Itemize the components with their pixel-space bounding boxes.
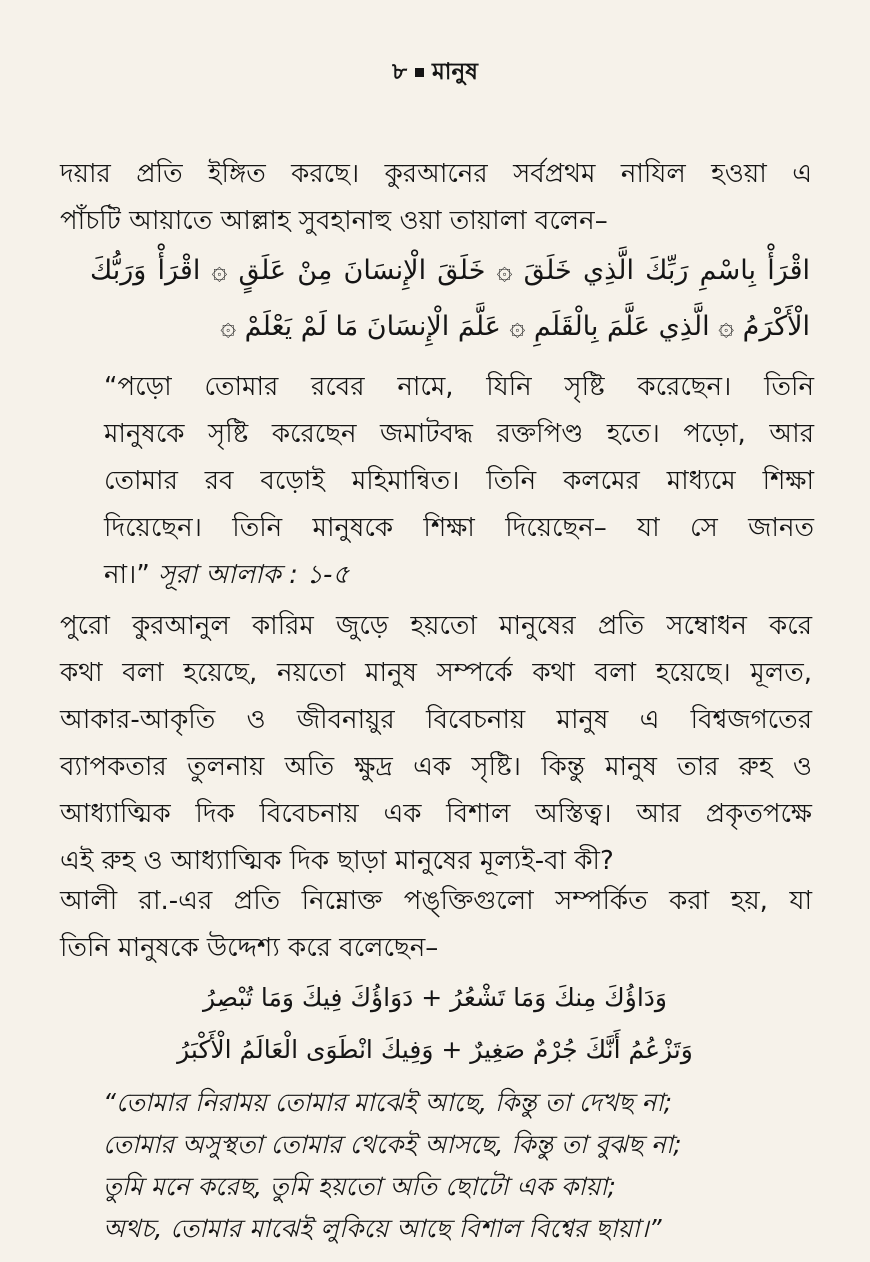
quote-last-line [104,552,814,599]
header-separator-square [415,68,424,77]
paragraph-line: ব্যাপকতার তুলনায় অতি ক্ষুদ্র এক সৃষ্টি। কিন্তু মানুষ তার রুহ ও [60,752,812,782]
paragraph-line: আলী রা.-এর প্রতি নিম্নোক্ত পঙ্‌ক্তিগুলো সম্পর্কিত করা হয়, যা [60,886,812,916]
poem-line: তুমি মনে করেছ, তুমি হয়তো অতি ছোটো এক কায়া; [103,1172,616,1201]
poem-line: অথচ, তোমার মাঝেই লুকিয়ে আছে বিশাল বিশ্বের ছায়া।” [103,1214,662,1243]
arabic-quran-verses [90,243,810,355]
paragraph-line: পাঁচটি আয়াতে আল্লাহ সুবহানাহু ওয়া তায়ালা বলেন– [60,206,608,236]
arabic-line: وَدَاؤُكَ مِنكَ وَمَا تَشْعُرُ + دَوَاؤُكَ فِيكَ وَمَا تُبْصِرُ [202,983,667,1012]
poem-translation [103,1082,823,1250]
paragraph-line: আধ্যাত্মিক দিক বিবেচনায় এক বিশাল অস্তিত্ব। আর প্রকৃতপক্ষে [60,799,812,829]
surah-reference: সূরা আলাক : ১-৫ [158,560,350,590]
paragraph-line: কথা বলা হয়েছে, নয়তো মানুষ সম্পর্কে কথা বলা হয়েছে। মূলত, [60,658,812,688]
running-header [0,52,870,92]
paragraph-line: পুরো কুরআনুল কারিম জুড়ে হয়তো মানুষের প্রতি সম্বোধন করে [60,611,812,641]
paragraph-line: দয়ার প্রতি ইঙ্গিত করছে। কুরআনের সর্বপ্রথম নাযিল হওয়া এ [60,159,812,189]
paragraph-main [60,603,812,885]
quote-line: দিয়েছেন। তিনি মানুষকে শিক্ষা দিয়েছেন– যা সে জানত [104,513,814,543]
paragraph-line: তিনি মানুষকে উদ্দেশ্য করে বলেছেন– [60,933,439,963]
chapter-title: মানুষ [432,59,478,85]
arabic-line: اقْرَأْ بِاسْمِ رَبِّكَ الَّذِي خَلَقَ ۞ خَلَقَ الْإِنسَانَ مِنْ عَلَقٍ ۞ اقْرَأْ وَرَبُّكَ [90,255,810,286]
arabic-line: الْأَكْرَمُ ۞ الَّذِي عَلَّمَ بِالْقَلَمِ ۞ عَلَّمَ الْإِنسَانَ مَا لَمْ يَعْلَمْ ۞ [220,311,810,342]
arabic-poem [0,972,870,1076]
quran-translation-quote [104,364,814,599]
quote-line: “পড়ো তোমার রবের নামে, যিনি সৃষ্টি করেছেন। তিনি [104,372,814,402]
poem-line: “তোমার নিরাময় তোমার মাঝেই আছে, কিন্তু তা দেখছ না; [103,1088,673,1117]
paragraph-line: আকার-আকৃতি ও জীবনায়ুর বিবেচনায় মানুষ এ বিশ্বজগতের [60,705,812,735]
page-number: ৮ [392,59,408,85]
quote-line: মানুষকে সৃষ্টি করেছেন জমাটবদ্ধ রক্তপিণ্ড হতে। পড়ো, আর [104,419,814,449]
quote-end-text: না।” [104,560,150,590]
arabic-line: وَتَزْعُمُ أَنَّكَ جُرْمٌ صَغِيرٌ + وَفِيكَ انْطَوَى الْعَالَمُ الْأَكْبَرُ [177,1035,693,1064]
poem-line: তোমার অসুস্থতা তোমার থেকেই আসছে, কিন্তু তা বুঝছ না; [103,1130,682,1159]
paragraph-intro [60,151,812,245]
paragraph-ali [60,878,812,972]
paragraph-line: এই রুহ ও আধ্যাত্মিক দিক ছাড়া মানুষের মূল্যই-বা কী? [60,846,614,876]
quote-line: তোমার রব বড়োই মহিমান্বিত। তিনি কলমের মাধ্যমে শিক্ষা [104,466,814,496]
